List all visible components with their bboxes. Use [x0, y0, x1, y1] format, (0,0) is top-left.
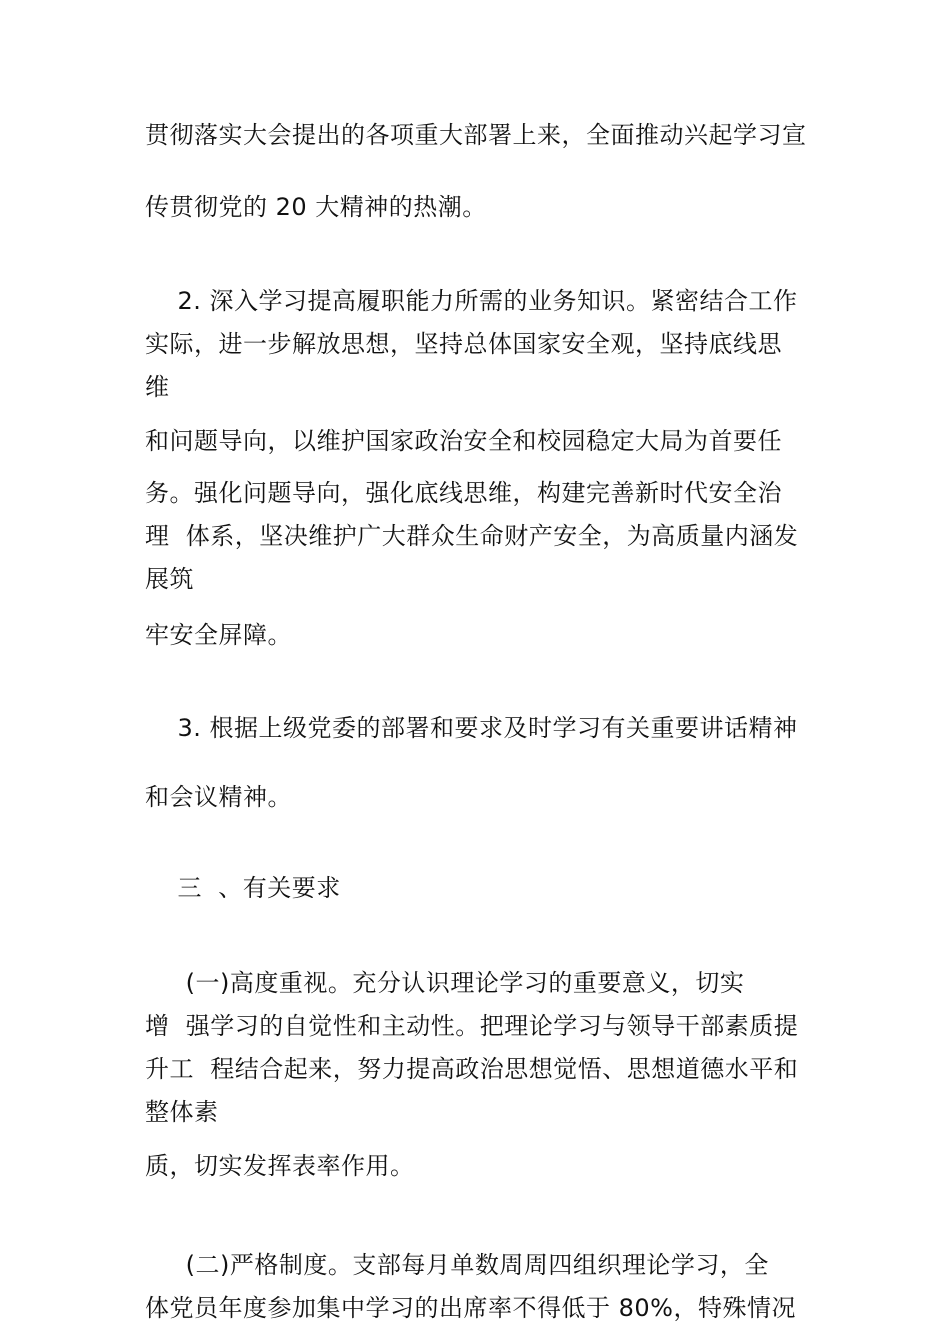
- paragraph-line: 贯彻落实大会提出的各项重大部署上来，全面推动兴起学习宣: [145, 121, 807, 149]
- paragraph-line: 增 强学习的自觉性和主动性。把理论学习与领导干部素质提: [145, 1012, 799, 1040]
- paragraph-line: 体党员年度参加集中学习的出席率不得低于 80%，特殊情况: [145, 1294, 796, 1322]
- paragraph-line: (一)高度重视。充分认识理论学习的重要意义，切实: [145, 969, 745, 997]
- paragraph-line: (二)严格制度。支部每月单数周周四组织理论学习，全: [145, 1251, 769, 1279]
- paragraph-line: 质，切实发挥表率作用。: [145, 1152, 415, 1180]
- paragraph-line: 实际，进一步解放思想，坚持总体国家安全观，坚持底线思: [145, 330, 782, 358]
- paragraph-line: 升工 程结合起来，努力提高政治思想觉悟、思想道德水平和: [145, 1055, 799, 1083]
- paragraph-line: 和问题导向，以维护国家政治安全和校园稳定大局为首要任: [145, 427, 782, 455]
- paragraph-line: 理 体系，坚决维护广大群众生命财产安全，为高质量内涵发: [145, 522, 799, 550]
- paragraph-line: 2. 深入学习提高履职能力所需的业务知识。紧密结合工作: [145, 287, 798, 315]
- paragraph-line: 3. 根据上级党委的部署和要求及时学习有关重要讲话精神: [145, 714, 798, 742]
- paragraph-line: 整体素: [145, 1098, 219, 1126]
- paragraph-line: 和会议精神。: [145, 783, 292, 811]
- paragraph-line: 务。强化问题导向，强化底线思维，构建完善新时代安全治: [145, 479, 782, 507]
- paragraph-line: 维: [145, 373, 170, 401]
- paragraph-line: 牢安全屏障。: [145, 621, 292, 649]
- paragraph-line: 展筑: [145, 565, 194, 593]
- section-heading: 三 、有关要求: [145, 874, 341, 902]
- paragraph-line: 传贯彻党的 20 大精神的热潮。: [145, 193, 487, 221]
